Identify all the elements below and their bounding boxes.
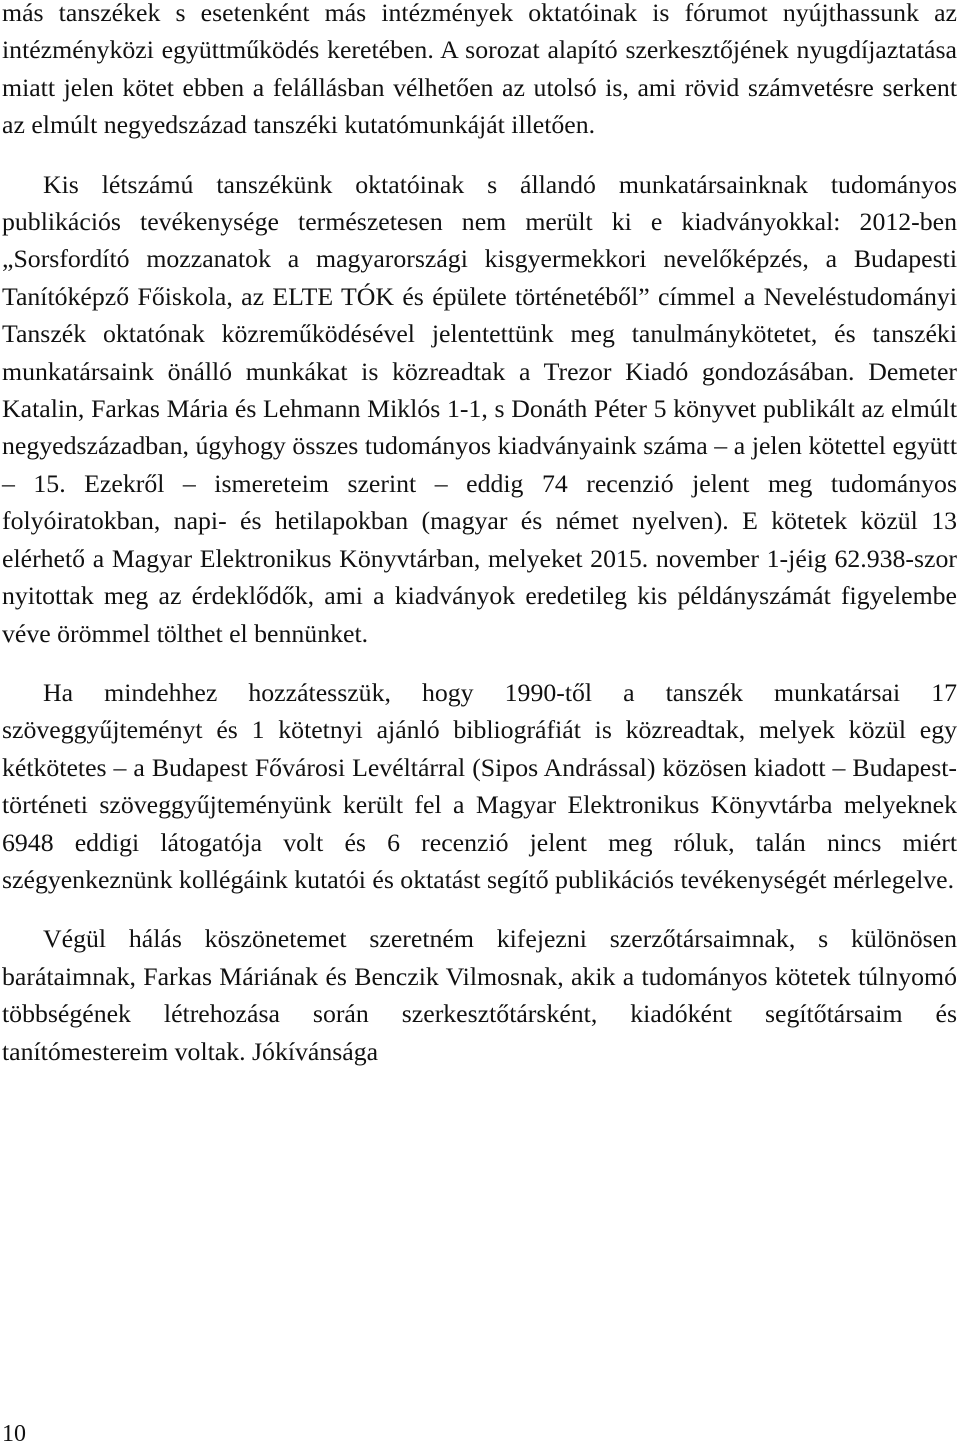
paragraph-4: Végül hálás köszönetemet szeretném kifejezni szerzőtársaimnak, s különösen barátaimnak, Farkas Máriának és Benczik Vilmosnak, akik a tudományos kötetek túlnyomó többségének létrehozása során szerkesztőtársként, kiadóként segítőtársaim és tanítómestereim voltak. Jókívánsága [2,924,957,1066]
paragraph-1: más tanszékek s esetenként más intézmények oktatóinak is fórumot nyújthassunk az intézményközi együttműködés keretében. A sorozat alapító szerkesztőjének nyugdíjaztatása miatt jelen kötet ebben a felállásban vélhetően az utolsó is, ami rövid számvetésre serkent az elmúlt negyedszázad tanszéki kutatómunkáját illetően. [2,0,957,140]
paragraph-2: Kis létszámú tanszékünk oktatóinak s állandó munkatársainknak tudományos publikációs tevékenysége természetesen nem merült ki e kiadványokkal: 2012-ben „Sorsfordító mozzanatok a magyarországi kisgyermekkori nevelőképzés, a Budapesti Tanítóképző Főiskola, az ELTE TÓK és épülete történetéből” címmel a Neveléstudományi Tanszék oktatónak közreműködésével jelentettünk meg tanulmánykötetet, és tanszéki munkatársaink önálló munkákat is közreadtak a Trezor Kiadó gondozásában. Demeter Katalin, Farkas Mária és Lehmann Miklós 1-1, s Donáth Péter 5 könyvet publikált az elmúlt negyedszázadban, úgyhogy összes tudományos kiadványaink száma – a jelen kötettel együtt – 15. Ezekről – ismereteim szerint – eddig 74 recenzió jelent meg tudományos folyóiratokban, napi- és hetilapokban (magyar és német nyelven). E kötetek közül 13 elérhető a Magyar Elektronikus Könyvtárban, melyeket 2015. november 1-jéig 62.938-szor nyitottak meg az érdeklődők, ami a kiadványok eredetileg kis példányszámát figyelembe véve örömmel tölthet el bennünket. [2,169,957,648]
page-number: 10 [2,1421,26,1447]
body-text [2,0,957,1092]
paragraph-3: Ha mindehhez hozzátesszük, hogy 1990-től a tanszék munkatársai 17 szöveggyűjteményt és 1 kötetnyi ajánló bibliográfiát is közreadtak, melyek közül egy kétkötetes – a Budapest Fővárosi Levéltárral (Sipos Andrással) közösen kiadott – Budapest-történeti szöveggyűjteményünk került fel a Magyar Elektronikus Könyvtárba melyeknek 6948 eddigi látogatója volt és 6 recenzió jelent meg róluk, talán nincs miért szégyenkeznünk kollégáink kutatói és oktatást segítő publikációs tevékenységét mérlegelve. [2,677,957,894]
